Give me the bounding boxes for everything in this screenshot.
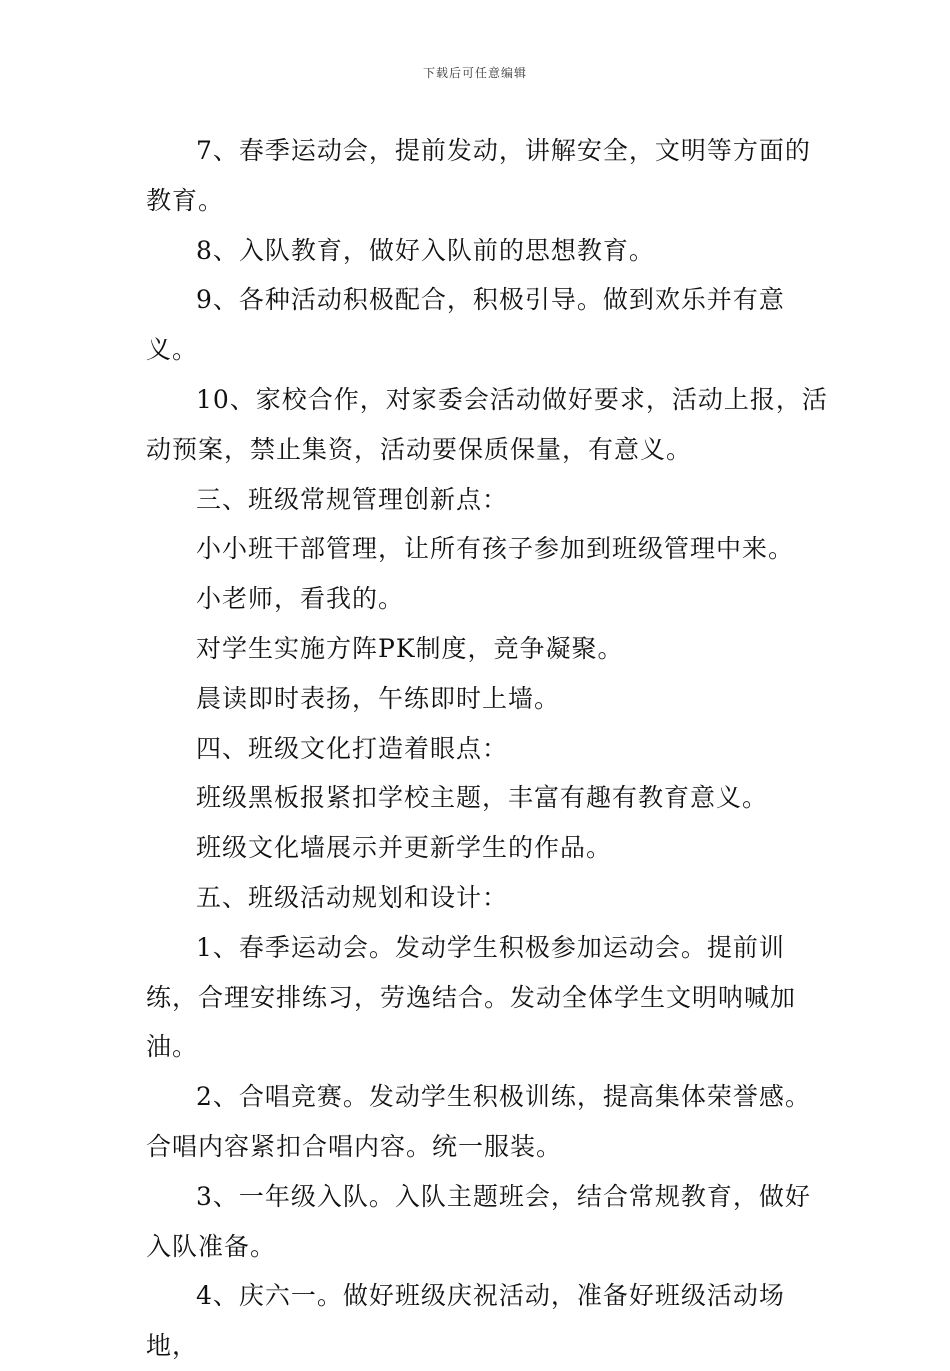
paragraph-activity-3: 3、一年级入队。入队主题班会，结合常规教育，做好入队准备。 (146, 1181, 811, 1261)
section-heading-3: 三、班级常规管理创新点： (196, 484, 509, 514)
page-header: 下载后可任意编辑 (422, 66, 527, 80)
paragraph-pk-system: 对学生实施方阵PK制度，竞争凝聚。 (196, 633, 624, 663)
paragraph-little-teacher: 小老师，看我的。 (196, 584, 405, 614)
paragraph-activity-1: 1、春季运动会。发动学生积极参加运动会。提前训练，合理安排练习，劳逸结合。发动全体学生文明呐喊加油。 (146, 932, 797, 1062)
paragraph-class-cadre: 小小班干部管理，让所有孩子参加到班级管理中来。 (196, 534, 795, 564)
paragraph-activity-4: 4、庆六一。做好班级庆祝活动，准备好班级活动场地， (146, 1281, 785, 1361)
paragraph-culture-wall: 班级文化墙展示并更新学生的作品。 (196, 833, 613, 863)
paragraph-activity-2: 2、合唱竞赛。发动学生积极训练，提高集体荣誉感。合唱内容紧扣合唱内容。统一服装。 (146, 1082, 811, 1161)
paragraph-item-8: 8、入队教育，做好入队前的思想教育。 (196, 235, 655, 265)
paragraph-blackboard: 班级黑板报紧扣学校主题，丰富有趣有教育意义。 (196, 783, 769, 813)
paragraph-item-7: 7、春季运动会，提前发动，讲解安全，文明等方面的教育。 (146, 136, 811, 215)
section-heading-5: 五、班级活动规划和设计： (196, 882, 509, 912)
document-body (146, 126, 836, 1371)
paragraph-morning-reading: 晨读即时表扬，午练即时上墙。 (196, 683, 561, 713)
paragraph-item-10: 10、家校合作，对家委会活动做好要求，活动上报，活动预案，禁止集资，活动要保质保量，有意义。 (146, 384, 828, 464)
paragraph-item-9: 9、各种活动积极配合，积极引导。做到欢乐并有意义。 (146, 285, 785, 365)
section-heading-4: 四、班级文化打造着眼点： (196, 733, 509, 763)
